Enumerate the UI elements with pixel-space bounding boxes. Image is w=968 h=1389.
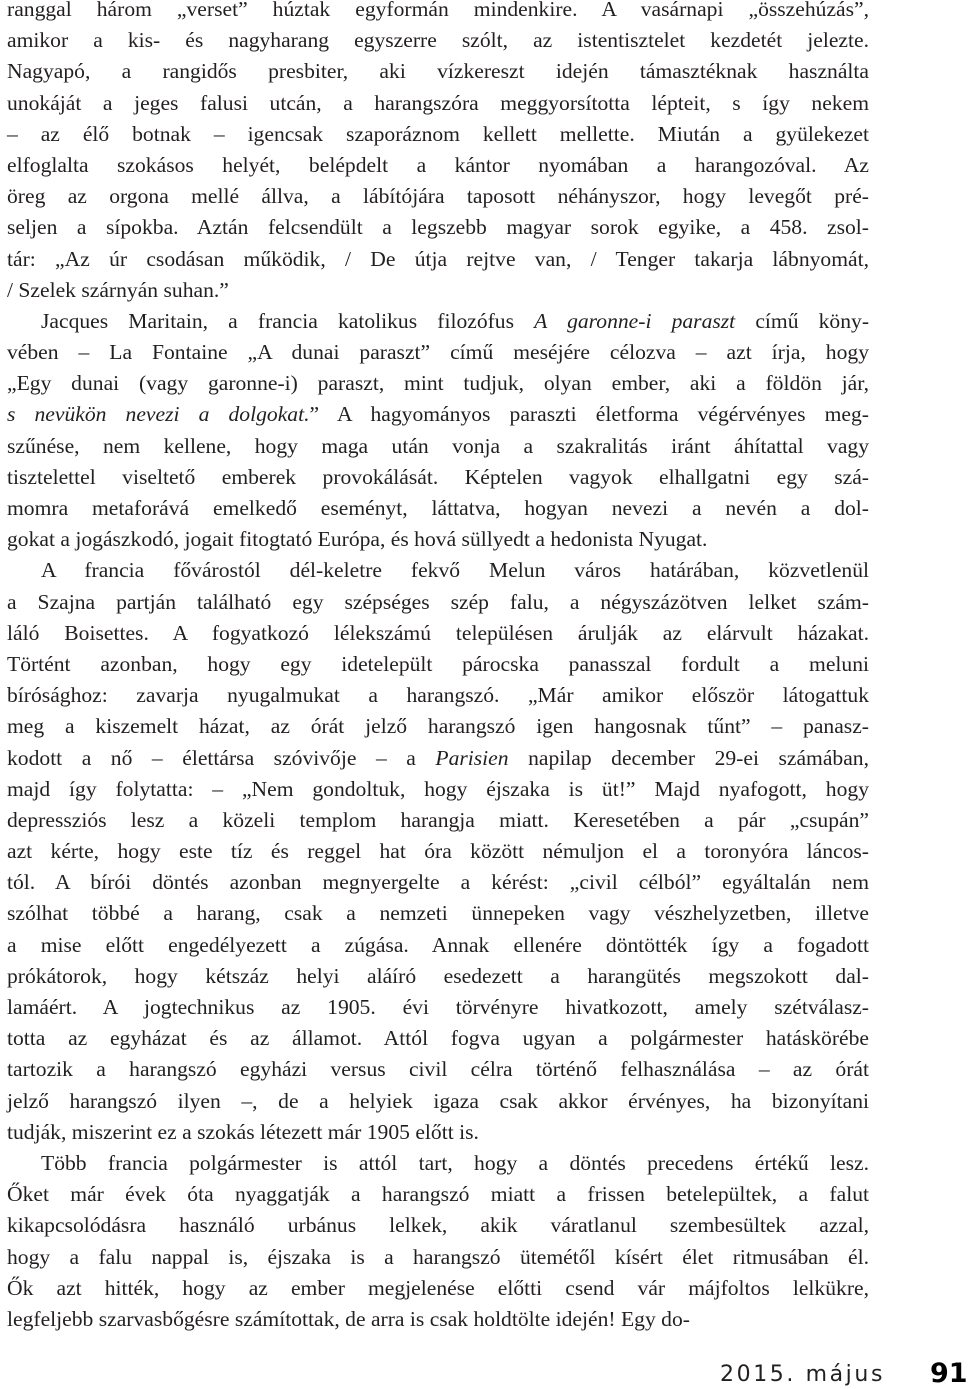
text-line: láló Boisettes. A fogyatkozó lélekszámú településen árulják az elárvult házakat. <box>7 620 869 645</box>
text-line: lamáért. A jogtechnikus az 1905. évi törvényre hivatkozott, amely szétválasz- <box>7 995 869 1019</box>
text-line: Nagyapó, a rangidős presbiter, aki vízkereszt idején támasztéknak használta <box>7 59 869 84</box>
text-line: s nevükön nevezi a dolgokat.” A hagyományos paraszti életforma végérvényes meg- <box>7 402 869 427</box>
page-number: 91 <box>930 1358 968 1389</box>
text-line: / Szelek szárnyán suhan.” <box>7 277 229 302</box>
text-line: szűnése, nem kellene, hogy maga után vonja a szakralitás iránt áhítattal vagy <box>7 433 869 458</box>
text-line: kikapcsolódásra használó urbánus lelkek, akik váratlanul szembesültek azzal, <box>7 1213 869 1238</box>
paragraph <box>7 1148 869 1335</box>
text-line: amikor a kis- és nagyharang egyszerre szólt, az istentisztelet kezdetét jelezte. <box>7 28 869 53</box>
text-line: Jacques Maritain, a francia katolikus filozófus A garonne-i paraszt című köny- <box>41 308 870 333</box>
text-line: hogy a falu nappal is, éjszaka is a harangszó ütemétől kísért élet ritmusában él. <box>7 1244 869 1269</box>
text-line: tartozik a harangszó egyházi versus civil célra történő felhasználása – az órát <box>7 1057 869 1082</box>
text-line: „Egy dunai (vagy garonne-i) paraszt, mint tudjuk, olyan ember, aki a földön jár, <box>7 371 869 396</box>
text-line: meg a kiszemelt házat, az órát jelző harangszó igen hangosnak tűnt” – panasz- <box>7 714 869 739</box>
text-line: ranggal három „verset” húztak egyformán mindenkire. A vasárnapi „összehúzás”, <box>7 0 869 21</box>
italic-title: A garonne-i paraszt <box>534 308 736 333</box>
text-line: tár: „Az úr csodásan működik, / De útja rejtve van, / Tenger takarja lábnyomát, <box>7 246 869 271</box>
text-line: depressziós lesz a közeli templom harangja miatt. Keresetében a pár „csupán” <box>7 807 869 832</box>
text-line: gokat a jogászkodó, jogait fitogtató Európa, és hová süllyedt a hedonista Nyugat. <box>7 527 708 552</box>
issue-date: 2015. május <box>720 1362 886 1387</box>
text-line: bírósághoz: zavarja nyugalmukat a harangszó. „Már amikor először látogattuk <box>7 683 869 708</box>
text-line: Ők azt hitték, hogy az ember megjelenése előtti csend vár májfoltos lelkükre, <box>7 1275 869 1300</box>
text-line: Történt azonban, hogy egy idetelepült párocska panasszal fordult a meluni <box>7 651 869 676</box>
paragraph <box>7 0 869 306</box>
text-line: a mise előtt engedélyezett a zúgása. Annak ellenére döntötték így a fogadott <box>7 932 869 957</box>
text-line: tisztelettel viseltető emberek provokálását. Képtelen vagyok elhallgatni egy szá- <box>7 464 869 489</box>
text-line: prókátorok, hogy kétszáz helyi aláíró esedezett a harangütés megszokott dal- <box>7 963 869 988</box>
text-line: tudják, miszerint ez a szokás létezett már 1905 előtt is. <box>7 1119 479 1144</box>
text-line: elfoglalta szokásos helyét, belépdelt a kántor nyomában a harangozóval. Az <box>7 152 869 177</box>
text-line: a Szajna partján található egy szépséges szép falu, a négyszázötven lelket szám- <box>7 589 869 614</box>
text-line: unokáját a jeges falusi utcán, a harangszóra meggyorsította lépteit, s így nekem <box>7 90 869 115</box>
text-line: majd így folytatta: – „Nem gondoltuk, hogy éjszaka is üt!” Majd nyafogott, hogy <box>7 776 869 801</box>
text-line: legfeljebb szarvasbőgésre számítottak, de arra is csak holdtölte idején! Egy do- <box>7 1306 690 1331</box>
text-line: azt kérte, hogy este tíz és reggel hat óra között némuljon el a toronyóra láncos- <box>7 839 869 864</box>
text-line: szólhat többé a harang, csak a nemzeti ünnepeken vagy vészhelyzetben, illetve <box>7 901 869 926</box>
paragraph <box>7 306 869 556</box>
paragraph <box>7 555 869 1148</box>
text-line: seljen a sípokba. Aztán felcsendült a legszebb magyar sorok egyike, a 458. zsol- <box>7 215 869 240</box>
text-line: tól. A bírói döntés azonban megnyergelte a kérést: „civil célból” egyáltalán nem <box>7 870 869 895</box>
text-line: – az élő botnak – igencsak szaporáznom kellett mellette. Miután a gyülekezet <box>7 121 869 146</box>
text-line: öreg az orgona mellé állva, a lábítójára taposott néhányszor, hogy levegőt pré- <box>7 184 869 209</box>
italic-title: Parisien <box>435 745 509 770</box>
text-line: totta az egyházat és az államot. Attól fogva ugyan a polgármester hatáskörébe <box>7 1026 869 1051</box>
text-line: jelző harangszó ilyen –, de a helyiek igaza csak akkor érvényes, ha bizonyítani <box>7 1088 869 1113</box>
text-line: kodott a nő – élettársa szóvivője – a Parisien napilap december 29-ei számában, <box>7 745 870 770</box>
text-line: momra metaforává emelkedő eseményt, láttatva, hogyan nevezi a nevén a dol- <box>7 496 869 520</box>
text-line: Őket már évek óta nyaggatják a harangszó miatt a frissen betelepültek, a falut <box>7 1182 869 1207</box>
article-body <box>7 0 869 1335</box>
text-line: Több francia polgármester is attól tart, hogy a döntés precedens értékű lesz. <box>41 1150 869 1175</box>
text-line: A francia fővárostól dél-keletre fekvő Melun város határában, közvetlenül <box>41 558 869 583</box>
text-line: vében – La Fontaine „A dunai paraszt” című meséjére célozva – azt írja, hogy <box>7 340 869 365</box>
italic-title: s nevükön nevezi a dolgokat. <box>7 402 310 427</box>
